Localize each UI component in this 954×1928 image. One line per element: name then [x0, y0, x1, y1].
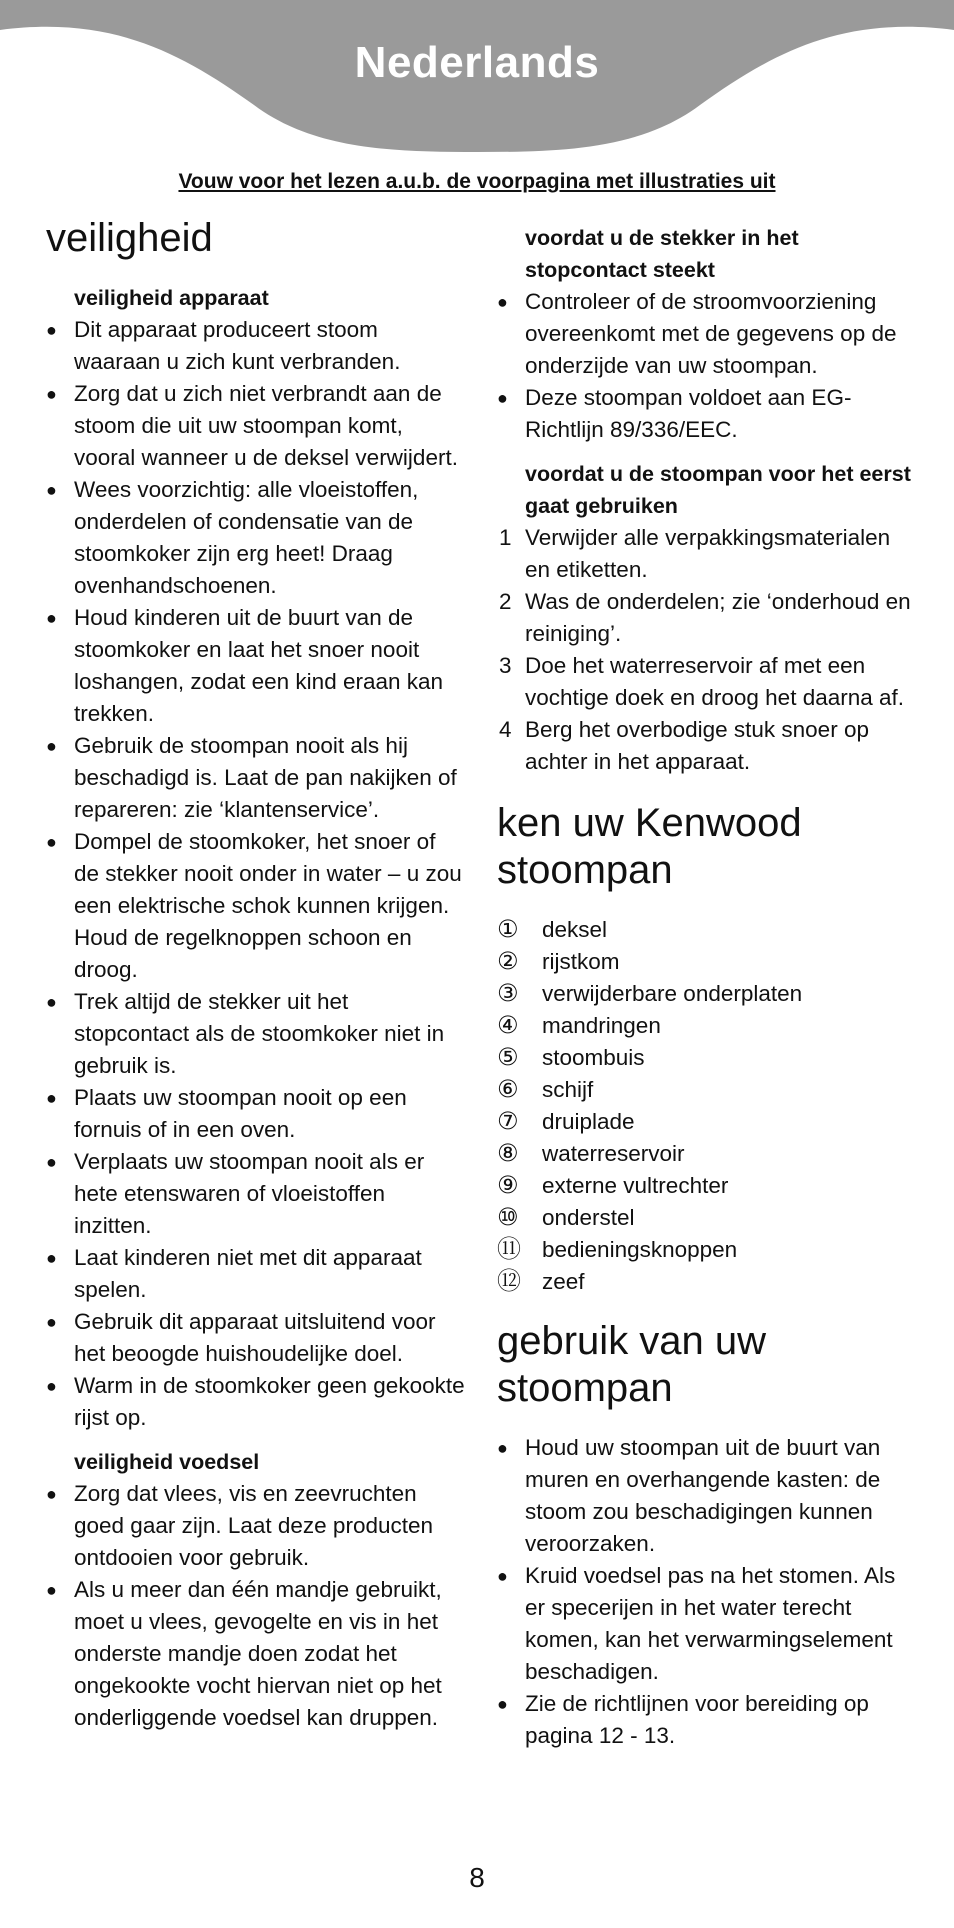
- list-item: ● Warm in de stoomkoker geen gekookte rijst op.: [46, 1370, 466, 1434]
- part-number: ③: [497, 980, 519, 1007]
- parts-list: [497, 914, 917, 1298]
- list-item: ● Gebruik dit apparaat uitsluitend voor het beoogde huishoudelijke doel.: [46, 1306, 466, 1370]
- part-number: ⑫: [497, 1268, 521, 1295]
- part-item: [497, 914, 917, 946]
- first-use-steps: [497, 522, 917, 778]
- left-column: [46, 215, 466, 1734]
- list-item: ● Houd uw stoompan uit de buurt van muren en overhangende kasten: de stoom zou beschadigingen kunnen veroorzaken.: [497, 1432, 917, 1560]
- part-label: rijstkom: [542, 949, 620, 974]
- appliance-safety-list: [46, 314, 466, 1434]
- step-text: Verwijder alle verpakkingsmaterialen en etiketten.: [525, 525, 891, 582]
- list-item: ● Deze stoompan voldoet aan EG-Richtlijn 89/336/EEC.: [497, 382, 917, 446]
- part-number: ⑧: [497, 1140, 519, 1167]
- list-item: ● Verplaats uw stoompan nooit als er hete etenswaren of vloeistoffen inzitten.: [46, 1146, 466, 1242]
- list-item: ● Zorg dat u zich niet verbrandt aan de stoom die uit uw stoompan komt, vooral wanneer u de deksel verwijdert.: [46, 378, 466, 474]
- right-column: [497, 222, 917, 1752]
- part-item: [497, 1202, 917, 1234]
- part-item: [497, 1010, 917, 1042]
- step-number: 1: [499, 525, 512, 550]
- part-label: mandringen: [542, 1013, 661, 1038]
- part-label: bedieningsknoppen: [542, 1237, 738, 1262]
- usage-list: [497, 1432, 917, 1752]
- step-item: [497, 522, 917, 586]
- part-item: [497, 1042, 917, 1074]
- part-item: [497, 1106, 917, 1138]
- part-label: stoombuis: [542, 1045, 645, 1070]
- list-item: ● Trek altijd de stekker uit het stopcontact als de stoomkoker niet in gebruik is.: [46, 986, 466, 1082]
- list-item: ● Gebruik de stoompan nooit als hij beschadigd is. Laat de pan nakijken of repareren: zie ‘klantenservice’.: [46, 730, 466, 826]
- part-label: onderstel: [542, 1205, 635, 1230]
- step-number: 3: [499, 653, 512, 678]
- part-item: [497, 1266, 917, 1298]
- part-item: [497, 1074, 917, 1106]
- list-item: ● Kruid voedsel pas na het stomen. Als er specerijen in het water terecht komen, kan het verwarmingselement beschadigen.: [497, 1560, 917, 1688]
- part-item: [497, 1138, 917, 1170]
- list-item: ● Houd kinderen uit de buurt van de stoomkoker en laat het snoer nooit loshangen, zodat een kind eraan kan trekken.: [46, 602, 466, 730]
- step-text: Doe het waterreservoir af met een vochtige doek en droog het daarna af.: [525, 653, 905, 710]
- using-your-steamer-heading: gebruik van uw stoompan: [497, 1319, 767, 1410]
- list-item: ● Als u meer dan één mandje gebruikt, moet u vlees, gevogelte en vis in het onderste mandje doen zodat het ongekookte vocht hiervan niet op het onderliggende voedsel kan druppen.: [46, 1574, 466, 1734]
- list-item: ● Zorg dat vlees, vis en zeevruchten goed gaar zijn. Laat deze producten ontdooien voor gebruik.: [46, 1478, 466, 1574]
- part-item: [497, 1234, 917, 1266]
- step-item: [497, 586, 917, 650]
- part-number: ②: [497, 948, 519, 975]
- list-item: ● Zie de richtlijnen voor bereiding op pagina 12 - 13.: [497, 1688, 917, 1752]
- step-number: 4: [499, 717, 512, 742]
- part-number: ⑩: [497, 1204, 519, 1231]
- part-item: [497, 1170, 917, 1202]
- list-item: ● Dit apparaat produceert stoom waaraan u zich kunt verbranden.: [46, 314, 466, 378]
- page-number: 8: [469, 1862, 485, 1893]
- part-label: deksel: [542, 917, 608, 942]
- step-number: 2: [499, 589, 512, 614]
- appliance-safety-subheading: veiligheid apparaat: [74, 286, 269, 310]
- part-label: zeef: [542, 1269, 585, 1294]
- step-item: [497, 714, 917, 778]
- list-item: ● Controleer of de stroomvoorziening overeenkomt met de gegevens op de onderzijde van uw stoompan.: [497, 286, 917, 382]
- list-item: ● Wees voorzichtig: alle vloeistoffen, onderdelen of condensatie van de stoomkoker zijn erg heet! Draag ovenhandschoenen.: [46, 474, 466, 602]
- part-label: externe vultrechter: [542, 1173, 729, 1198]
- before-plugging-subheading: voordat u de stekker in het stopcontact steekt: [525, 226, 799, 282]
- part-label: waterreservoir: [542, 1141, 685, 1166]
- part-number: ⑨: [497, 1172, 519, 1199]
- safety-heading: veiligheid: [46, 216, 213, 260]
- before-plugging-list: [497, 286, 917, 446]
- part-label: schijf: [542, 1077, 594, 1102]
- step-text: Was de onderdelen; zie ‘onderhoud en reiniging’.: [525, 589, 911, 646]
- food-safety-list: [46, 1478, 466, 1734]
- part-number: ⑤: [497, 1044, 519, 1071]
- part-number: ⑥: [497, 1076, 519, 1103]
- step-text: Berg het overbodige stuk snoer op achter in het apparaat.: [525, 717, 869, 774]
- part-label: verwijderbare onderplaten: [542, 981, 803, 1006]
- list-item: ● Dompel de stoomkoker, het snoer of de stekker nooit onder in water – u zou een elektrische schok kunnen krijgen. Houd de regelknoppen schoon en droog.: [46, 826, 466, 986]
- language-title: Nederlands: [354, 38, 600, 87]
- list-item: ● Plaats uw stoompan nooit op een fornuis of in een oven.: [46, 1082, 466, 1146]
- part-label: druiplade: [542, 1109, 635, 1134]
- part-item: [497, 946, 917, 978]
- list-item: ● Laat kinderen niet met dit apparaat spelen.: [46, 1242, 466, 1306]
- part-number: ⑦: [497, 1108, 519, 1135]
- part-number: ①: [497, 916, 519, 943]
- before-first-use-subheading: voordat u de stoompan voor het eerst gaat gebruiken: [525, 462, 911, 518]
- food-safety-subheading: veiligheid voedsel: [74, 1450, 260, 1474]
- part-number: ⑪: [497, 1236, 521, 1263]
- step-item: [497, 650, 917, 714]
- part-item: [497, 978, 917, 1010]
- fold-instruction: Vouw voor het lezen a.u.b. de voorpagina met illustraties uit: [178, 170, 776, 193]
- know-your-steamer-heading: ken uw Kenwood stoompan: [497, 801, 802, 892]
- part-number: ④: [497, 1012, 519, 1039]
